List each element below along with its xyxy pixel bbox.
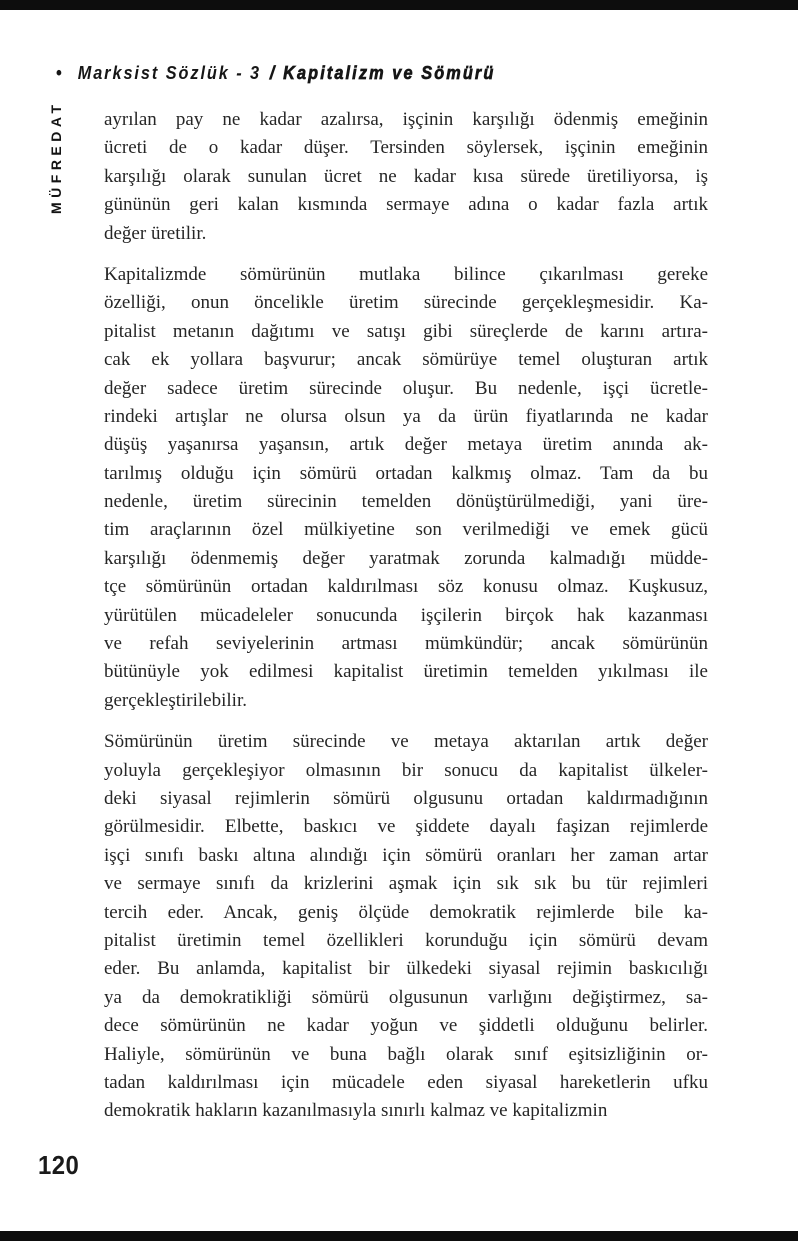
text-line: tadan kaldırılması için mücadele eden siyasal hareketlerin ufku [104,1071,708,1093]
text-line: gününün geri kalan kısmında sermaye adına o kadar fazla artık [104,194,708,216]
paragraph-3 [104,728,708,1125]
text-line: tçe sömürünün ortadan kaldırılması söz konusu olmaz. Kuşkusuz, [104,576,708,598]
text-line: Haliyle, sömürünün ve buna bağlı olarak sınıf eşitsizliğinin or- [104,1043,708,1065]
text-line: değer üretilir. [104,222,207,244]
header-series-title: Marksist Sözlük - 3 [77,62,262,83]
text-line: ayrılan pay ne kadar azalırsa, işçinin karşılığı ödenmiş emeğinin [104,109,708,130]
text-line: ya da demokratikliği sömürü olgusunun varlığını değiştirmez, sa- [104,986,708,1008]
text-line: ve sermaye sınıfı da krizlerini aşmak için sık sık bu tür rejimleri [104,873,708,895]
bottom-black-band [0,1231,798,1241]
text-line: tercih eder. Ancak, geniş ölçüde demokratik rejimlerde bile ka- [104,901,708,923]
text-line: eder. Bu anlamda, kapitalist bir ülkedeki siyasal rejimin baskıcılığı [104,958,708,980]
text-line: pitalist üretimin temel özellikleri korunduğu için sömürü devam [104,929,708,951]
text-line: özelliği, onun öncelikle üretim sürecinde gerçekleşmesidir. Ka- [104,292,708,314]
text-line: karşılığı ödenmemiş değer yaratmak zorunda kalmadığı müdde- [104,547,708,569]
text-line: yoluyla gerçekleşiyor olmasının bir sonucu da kapitalist ülkeler- [104,759,708,781]
text-line: görülmesidir. Elbette, baskıcı ve şiddete dayalı faşizan rejimlerde [104,816,708,838]
text-line: gerçekleştirilebilir. [104,689,247,711]
top-black-band [0,0,798,10]
paragraph-2 [104,261,708,715]
text-line: yürütülen mücadeleler sonucunda işçilerin birçok hak kazanması [104,604,708,626]
header-bullet-icon: • [56,63,62,84]
text-line: Sömürünün üretim sürecinde ve metaya aktarılan artık değer [104,731,708,753]
text-line: tarılmış olduğu için sömürü ortadan kalkmış olmaz. Tam da bu [104,462,708,484]
side-label-mufredat: MÜFREDAT [48,100,64,214]
text-line: cak ek yollara başvurur; ancak sömürüye temel oluşturan artık [104,349,708,371]
text-line: karşılığı olarak sunulan ücret ne kadar kısa sürede üretiliyorsa, iş [104,165,708,187]
text-line: deki siyasal rejimlerin sömürü olgusunu ortadan kaldırmadığının [104,787,708,809]
text-line: dece sömürünün ne kadar yoğun ve şiddetli olduğunu belirler. [104,1015,708,1037]
text-line: pitalist metanın dağıtımı ve satışı gibi süreçlerde de karını artıra- [104,320,708,342]
text-line: tim araçlarının özel mülkiyetine son verilmediği ve emek gücü [104,519,708,541]
header-chapter-title: / Kapitalizm ve Sömürü [269,62,496,83]
running-header [56,62,495,85]
text-line: Kapitalizmde sömürünün mutlaka bilince çıkarılması gereke [104,263,708,285]
text-line: bütünüyle yok edilmesi kapitalist üretimin temelden yıkılması ile [104,661,708,683]
text-line: işçi sınıfı baskı altına alındığı için sömürü oranları her zaman artar [104,844,708,866]
body-text [104,106,708,1126]
text-line: ücreti de o kadar düşer. Tersinden söylersek, işçinin emeğinin [104,137,708,159]
page-number: 120 [38,1150,80,1180]
paragraph-1 [104,106,708,248]
text-line: değer sadece üretim sürecinde oluşur. Bu nedenle, işçi ücretle- [104,377,708,399]
text-line: ve refah seviyelerinin artması mümkündür; ancak sömürünün [104,633,708,655]
text-line: düşüş yaşanırsa yaşansın, artık değer metaya üretim anında ak- [104,434,708,456]
text-line: nedenle, üretim sürecinin temelden dönüştürülmediği, yani üre- [104,491,708,513]
text-line: rindeki artışlar ne olursa olsun ya da ürün fiyatlarında ne kadar [104,405,708,427]
text-line: demokratik hakların kazanılmasıyla sınırlı kalmaz ve kapitalizmin [104,1100,608,1122]
